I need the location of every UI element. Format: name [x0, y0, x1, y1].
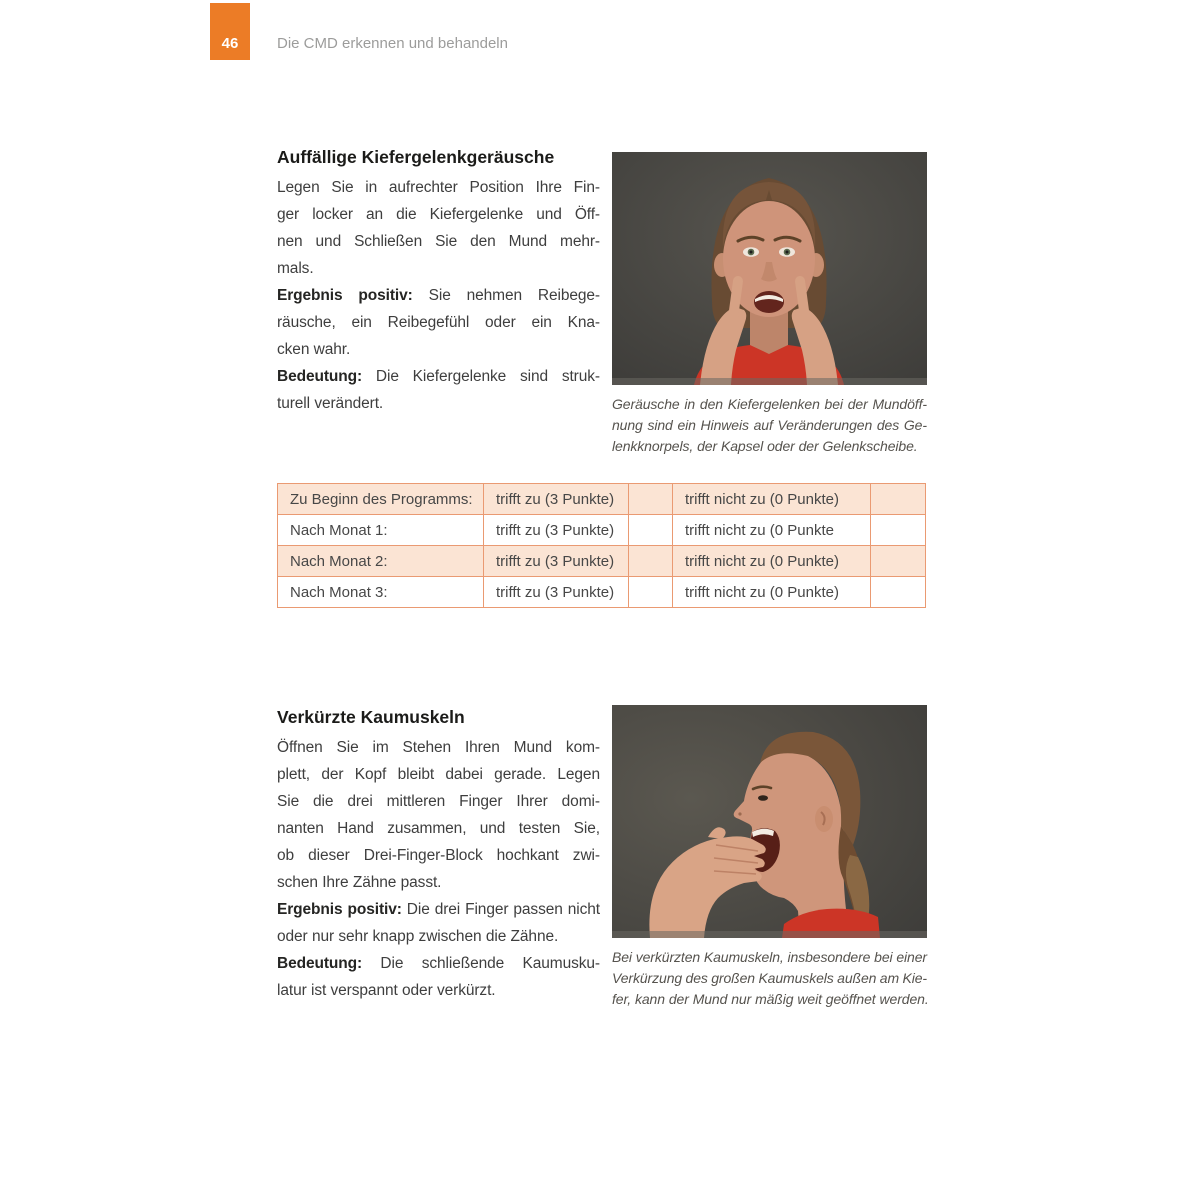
- text-line: Ergebnis positiv: Die drei Finger passen nicht: [277, 900, 600, 918]
- option-no-cell: trifft nicht zu (0 Punkte): [673, 546, 871, 577]
- text-line: nung sind ein Hinweis auf Veränderungen des Ge-: [612, 416, 927, 433]
- running-title: Die CMD erkennen und behandeln: [277, 35, 508, 52]
- figure1-caption: [612, 393, 927, 456]
- assessment-table: [277, 483, 926, 608]
- text-line: oder nur sehr knapp zwischen die Zähne.: [277, 927, 559, 945]
- section1-body: [277, 174, 600, 417]
- text-line: Bei verkürzten Kaumuskeln, insbesondere bei einer: [612, 948, 927, 965]
- text-line: Geräusche in den Kiefergelenken bei der Mundöff-: [612, 395, 927, 412]
- row-label-cell: Nach Monat 2:: [278, 546, 484, 577]
- row-label-cell: Zu Beginn des Programms:: [278, 484, 484, 515]
- score-row: [278, 515, 926, 546]
- text-line: latur ist verspannt oder verkürzt.: [277, 981, 496, 999]
- assessment-table-wrap: [277, 483, 926, 608]
- checkbox-yes-cell: [629, 484, 673, 515]
- checkbox-no-cell: [871, 515, 926, 546]
- option-no-cell: trifft nicht zu (0 Punkte): [673, 577, 871, 608]
- section1-heading: Auffällige Kiefergelenkgeräusche: [277, 147, 555, 167]
- text-line: nanten Hand zusammen, und testen Sie,: [277, 819, 600, 837]
- text-line: Bedeutung: Die schließende Kaumusku-: [277, 954, 600, 972]
- text-line: Bedeutung: Die Kiefergelenke sind struk-: [277, 367, 600, 385]
- text-line: ger locker an die Kiefergelenke und Öff-: [277, 205, 600, 223]
- text-line: lenkknorpels, der Kapsel oder der Gelenkscheibe.: [612, 437, 918, 454]
- section-shortened-chewing-muscles: [277, 706, 600, 1004]
- text-line: cken wahr.: [277, 340, 351, 358]
- text-line: fer, kann der Mund nur mäßig weit geöffnet werden.: [612, 990, 929, 1007]
- text-line: schen Ihre Zähne passt.: [277, 873, 442, 891]
- page-number: 46: [221, 35, 239, 52]
- photo-woman-fingers-on-jaw-joints: [612, 152, 927, 385]
- checkbox-no-cell: [871, 546, 926, 577]
- text-line: Öffnen Sie im Stehen Ihren Mund kom-: [277, 738, 600, 756]
- checkbox-yes-cell: [629, 577, 673, 608]
- page-number-badge: [210, 3, 250, 60]
- checkbox-yes-cell: [629, 515, 673, 546]
- text-line: plett, der Kopf bleibt dabei gerade. Legen: [277, 765, 600, 783]
- score-row: [278, 577, 926, 608]
- row-label-cell: Nach Monat 3:: [278, 577, 484, 608]
- section2-heading: Verkürzte Kaumuskeln: [277, 707, 465, 727]
- section-jaw-joint-noises: [277, 146, 600, 417]
- text-line: Ergebnis positiv: Sie nehmen Reibege-: [277, 286, 600, 304]
- text-line: mals.: [277, 259, 314, 277]
- text-line: ob dieser Drei-Finger-Block hochkant zwi-: [277, 846, 600, 864]
- figure2-caption: [612, 946, 927, 1009]
- text-line: Verkürzung des großen Kaumuskels außen am Kie-: [612, 969, 927, 986]
- checkbox-no-cell: [871, 484, 926, 515]
- row-label-cell: Nach Monat 1:: [278, 515, 484, 546]
- option-yes-cell: trifft zu (3 Punkte): [484, 577, 629, 608]
- option-no-cell: trifft nicht zu (0 Punkte: [673, 515, 871, 546]
- option-yes-cell: trifft zu (3 Punkte): [484, 484, 629, 515]
- option-no-cell: trifft nicht zu (0 Punkte): [673, 484, 871, 515]
- score-row: [278, 546, 926, 577]
- checkbox-no-cell: [871, 577, 926, 608]
- text-line: Sie die drei mittleren Finger Ihrer domi-: [277, 792, 600, 810]
- text-line: räusche, ein Reibegefühl oder ein Kna-: [277, 313, 600, 331]
- option-yes-cell: trifft zu (3 Punkte): [484, 546, 629, 577]
- score-row: [278, 484, 926, 515]
- figure-three-finger-test: [612, 705, 927, 1009]
- figure-jaw-joint-test: [612, 152, 927, 456]
- text-line: turell verändert.: [277, 394, 384, 412]
- text-line: nen und Schließen Sie den Mund mehr-: [277, 232, 600, 250]
- text-line: Legen Sie in aufrechter Position Ihre Fin-: [277, 178, 600, 196]
- option-yes-cell: trifft zu (3 Punkte): [484, 515, 629, 546]
- section2-body: [277, 734, 600, 1004]
- checkbox-yes-cell: [629, 546, 673, 577]
- photo-woman-three-fingers-in-mouth: [612, 705, 927, 938]
